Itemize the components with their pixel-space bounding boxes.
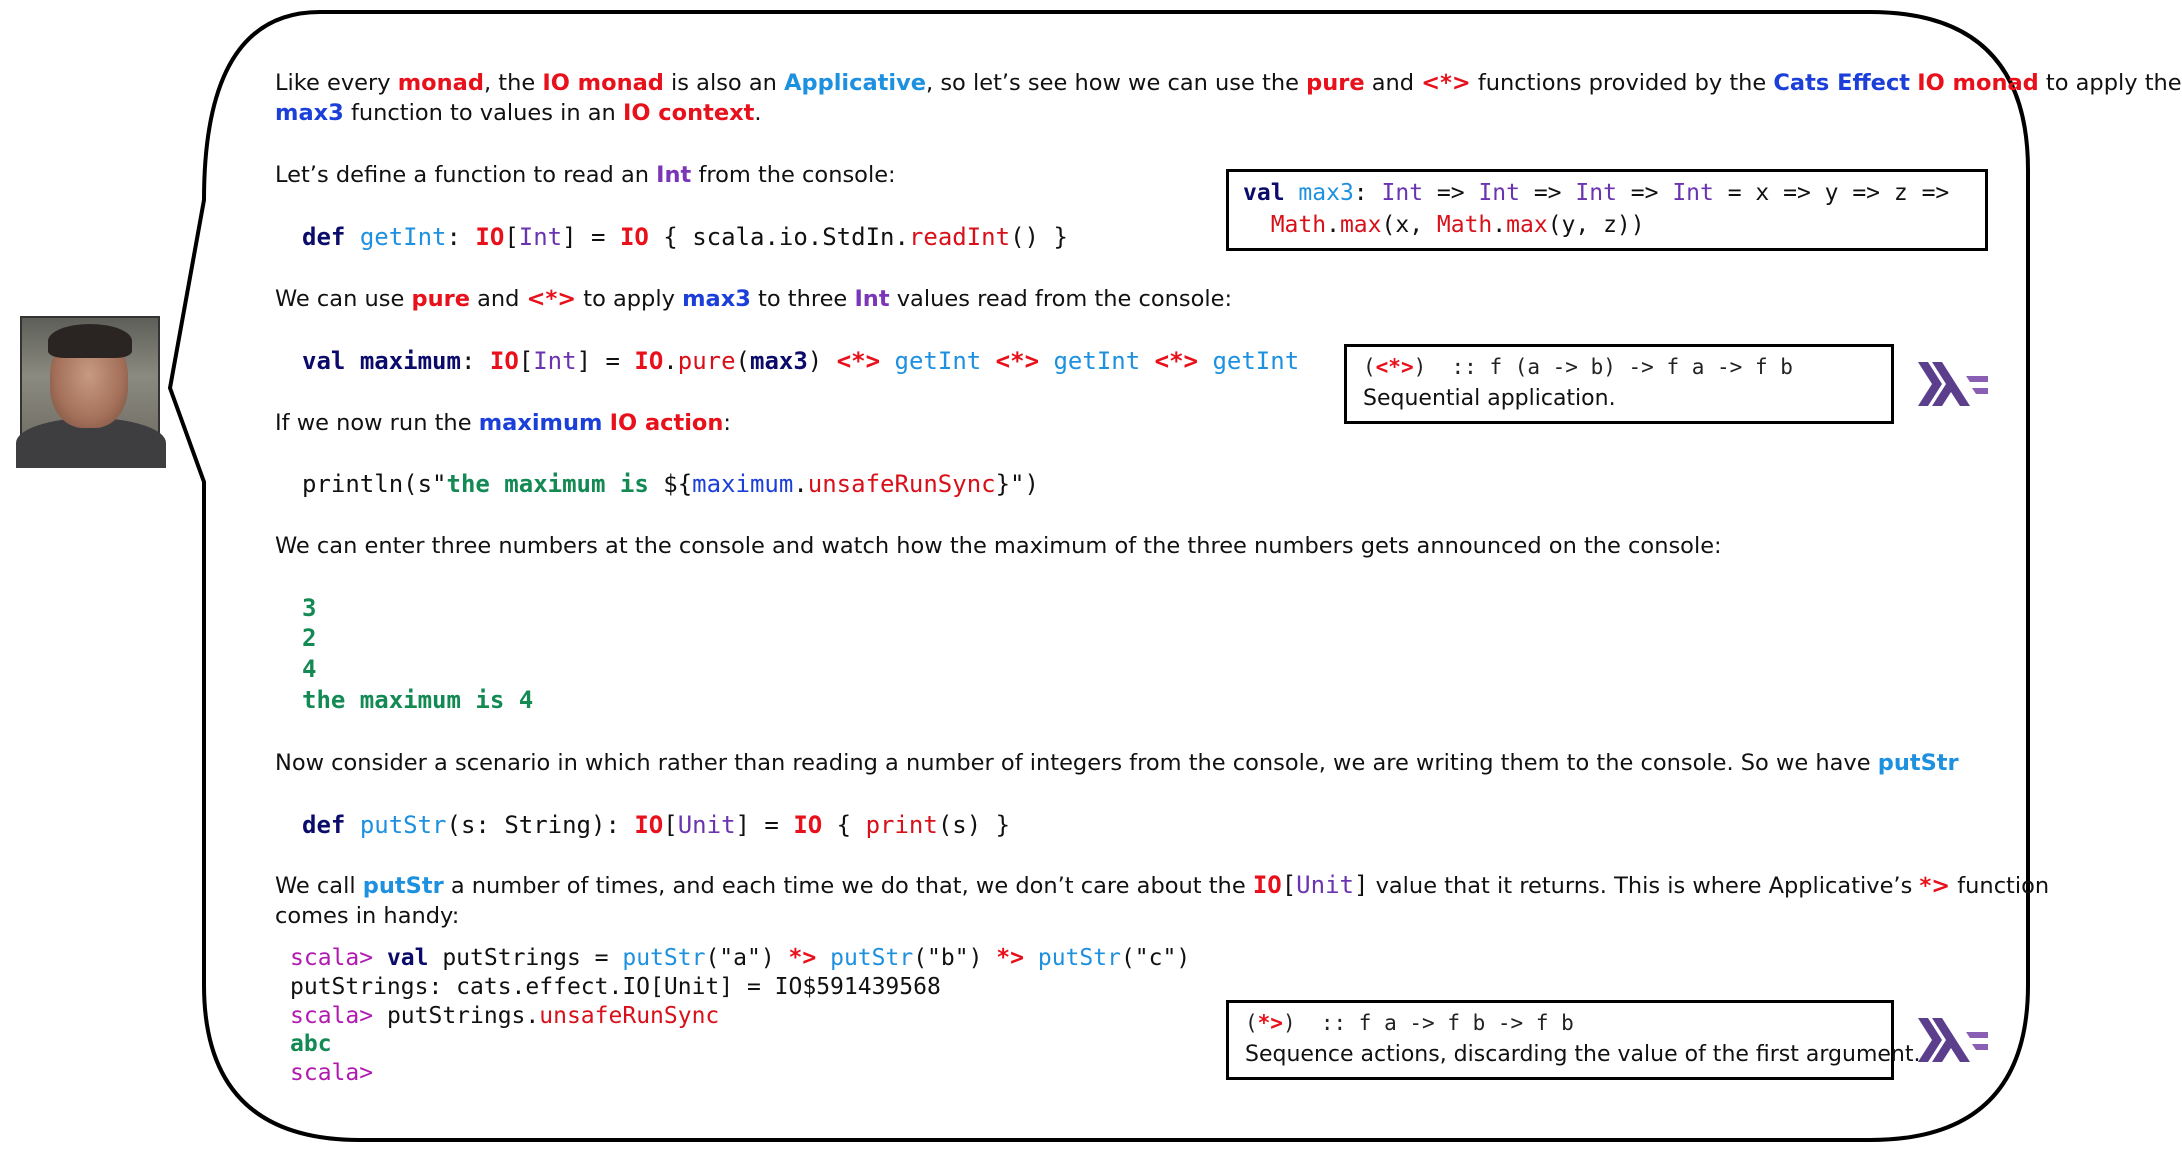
code-token: Int: [1575, 180, 1617, 206]
putstr-code: [302, 810, 1010, 840]
code-token: = x => y => z =>: [1713, 180, 1950, 206]
code-token: IO: [634, 811, 664, 839]
text-segment: We call: [275, 873, 363, 899]
maximum-code: [302, 346, 1299, 376]
code-token: unsafeRunSync: [807, 470, 996, 498]
intro-line-2: [275, 98, 762, 128]
code-token: ) :: f (a -> b) -> f a -> f b: [1413, 355, 1793, 379]
code-token: (: [1363, 355, 1376, 379]
code-token: val: [302, 347, 346, 375]
code-token: =>: [1519, 180, 1576, 206]
pure-ap-intro: [275, 284, 1232, 314]
code-token: Int: [1672, 180, 1714, 206]
ap-description: Sequential application.: [1363, 386, 1616, 411]
code-token: [: [663, 811, 678, 839]
kw-maximum: maximum: [478, 410, 603, 436]
text-segment: :: [723, 410, 731, 436]
code-token: [1285, 180, 1299, 206]
text-segment: function to values in an: [343, 100, 623, 126]
getint-code: [302, 222, 1068, 252]
code-token: {: [822, 811, 866, 839]
code-token: <*>: [836, 347, 881, 375]
text-segment: We can enter three numbers at the console and watch how the maximum of the three numbers gets announced on the console:: [275, 533, 1722, 559]
code-token: [345, 347, 359, 375]
code-token: { scala.io.StdIn.: [648, 223, 909, 251]
code-token: maximum: [359, 347, 461, 375]
seq-signature: [1245, 1009, 1574, 1037]
console-output-line: 3: [302, 594, 317, 622]
text-segment: [602, 410, 609, 436]
code-token: max3: [750, 347, 808, 375]
code-token: val: [386, 945, 429, 971]
console-output-line: the maximum is 4: [302, 686, 534, 714]
kw-max3: max3: [275, 100, 344, 126]
getint-intro: [275, 160, 896, 190]
max3-code-line-2: [1243, 210, 1645, 240]
code-token: getInt: [359, 223, 447, 251]
code-token: ) :: f a -> f b -> f b: [1282, 1011, 1574, 1035]
text-segment: to apply the: [2038, 70, 2182, 96]
code-token: *>: [1257, 1011, 1283, 1035]
repl-line-2: putStrings: cats.effect.IO[Unit] = IO$591439568: [290, 974, 941, 1000]
code-token: =>: [1616, 180, 1673, 206]
code-token: putStr: [622, 945, 706, 971]
run-intro: [275, 408, 731, 438]
code-token: IO: [634, 347, 664, 375]
code-token: :: [460, 347, 490, 375]
code-token: val: [1243, 180, 1285, 206]
text-segment: and: [1364, 70, 1422, 96]
text-segment: and: [469, 286, 527, 312]
code-token: ] =: [576, 347, 635, 375]
code-token: println(s": [302, 470, 447, 498]
code-token: .: [663, 347, 678, 375]
code-token: Unit: [677, 811, 736, 839]
kw-io-monad: IO monad: [542, 70, 664, 96]
code-token: }"): [995, 470, 1039, 498]
code-token: ${: [648, 470, 693, 498]
code-token: (: [735, 347, 750, 375]
kw-ap-operator: <*>: [526, 286, 577, 312]
text-segment: values read from the console:: [889, 286, 1233, 312]
applicative-intro-line-2: [275, 901, 459, 931]
text-segment: , the: [483, 70, 543, 96]
text-segment: Now consider a scenario in which rather than reading a number of integers from the console, we are writing them to the console. So we have: [275, 750, 1878, 776]
code-token: (s: String):: [446, 811, 635, 839]
code-token: .: [1326, 212, 1340, 238]
code-token: def: [302, 811, 346, 839]
text-segment: is also an: [663, 70, 785, 96]
kw-monad: monad: [397, 70, 484, 96]
code-token: IO: [475, 223, 505, 251]
text-segment: Like every: [275, 70, 398, 96]
code-token: ("c"): [1120, 945, 1191, 971]
code-token: pure: [677, 347, 736, 375]
code-token: ] =: [562, 223, 620, 251]
code-token: [1024, 945, 1038, 971]
text-segment: Let’s define a function to read an: [275, 162, 657, 188]
code-token: .: [1492, 212, 1507, 238]
repl-prompt: scala>: [290, 1060, 374, 1086]
code-token: [1039, 347, 1053, 375]
console-output-line: 4: [302, 655, 317, 683]
code-token: maximum: [692, 470, 794, 498]
code-token: def: [302, 223, 346, 251]
code-token: [816, 945, 830, 971]
println-code: [302, 469, 1039, 499]
code-token: Unit: [1296, 871, 1354, 899]
code-token: (: [1245, 1011, 1258, 1035]
code-token: (y, z)): [1547, 212, 1645, 238]
code-token: getInt: [1212, 347, 1300, 375]
text-segment: function: [1950, 873, 2050, 899]
code-token: readInt: [908, 223, 1011, 251]
code-token: [1198, 347, 1212, 375]
repl-line-1: [290, 944, 1190, 973]
code-token: putStr: [359, 811, 447, 839]
intro-line-1: [275, 68, 2182, 98]
code-token: [345, 223, 359, 251]
code-token: .: [793, 470, 808, 498]
putstr-intro: [275, 748, 1959, 778]
code-token: [: [1281, 871, 1297, 899]
code-token: putStrings =: [428, 945, 623, 971]
code-token: IO: [793, 811, 823, 839]
kw-io-monad: IO monad: [1917, 70, 2039, 96]
code-token: :: [446, 223, 476, 251]
code-token: =>: [1423, 180, 1479, 206]
code-token: [: [518, 347, 534, 375]
max3-definition-box: [1226, 169, 1988, 251]
code-token: (x,: [1381, 212, 1437, 238]
text-segment: .: [754, 100, 762, 126]
console-intro: [275, 531, 1722, 561]
kw-pure: pure: [411, 286, 470, 312]
code-token: putStr: [830, 945, 914, 971]
kw-putstr: putStr: [362, 873, 444, 899]
text-segment: to apply: [576, 286, 683, 312]
code-token: <*>: [1375, 355, 1414, 379]
text-segment: a number of times, and each time we do that, we don’t care about the: [443, 873, 1253, 899]
code-token: Int: [1478, 180, 1520, 206]
code-token: getInt: [1053, 347, 1141, 375]
repl-line-3: [290, 1002, 719, 1031]
code-token: () }: [1010, 223, 1068, 251]
kw-max3: max3: [682, 286, 751, 312]
code-token: Int: [518, 223, 563, 251]
code-token: [880, 347, 894, 375]
code-token: print: [865, 811, 938, 839]
code-token: ] =: [735, 811, 794, 839]
ap-signature-box: [1344, 344, 1894, 424]
code-token: ("b"): [913, 945, 997, 971]
text-segment: to three: [750, 286, 855, 312]
text-segment: from the console:: [691, 162, 896, 188]
kw-putstr: putStr: [1877, 750, 1959, 776]
applicative-intro-line-1: [275, 870, 2049, 901]
seq-description: Sequence actions, discarding the value of the first argument.: [1245, 1042, 1921, 1067]
max3-code-line-1: [1243, 178, 1949, 208]
code-token: Math: [1436, 212, 1493, 238]
code-token: *>: [996, 945, 1024, 971]
repl-prompt: scala>: [290, 945, 387, 971]
text-segment: value that it returns. This is where Applicative’s: [1368, 873, 1920, 899]
code-token: putStr: [1037, 945, 1121, 971]
code-token: putStrings.: [386, 1003, 540, 1029]
repl-output: abc: [290, 1031, 332, 1057]
haskell-logo-icon: [1918, 362, 1988, 406]
code-token: [1243, 212, 1271, 238]
photo-hair: [48, 324, 132, 358]
code-token: [: [504, 223, 519, 251]
seq-signature-box: [1226, 1000, 1921, 1080]
code-token: <*>: [995, 347, 1040, 375]
code-token: Int: [1381, 180, 1424, 206]
code-token: Math: [1270, 212, 1327, 238]
kw-cats-effect: Cats Effect: [1773, 70, 1911, 96]
kw-applicative: Applicative: [784, 70, 927, 96]
text-segment: comes in handy:: [275, 903, 460, 929]
haskell-logo-icon: [1918, 1018, 1988, 1062]
code-token: the maximum is: [446, 470, 649, 498]
code-token: ): [807, 347, 837, 375]
text-segment: If we now run the: [275, 410, 479, 436]
code-token: [1140, 347, 1154, 375]
kw-seq-operator: *>: [1919, 873, 1951, 899]
code-token: unsafeRunSync: [539, 1003, 720, 1029]
code-token: [981, 347, 995, 375]
code-token: max3: [1298, 180, 1354, 206]
code-token: getInt: [894, 347, 982, 375]
code-token: max: [1506, 212, 1548, 238]
kw-io-context: IO context: [622, 100, 755, 126]
code-token: [345, 811, 359, 839]
text-segment: We can use: [275, 286, 412, 312]
code-token: IO: [489, 347, 519, 375]
kw-io-action: IO action: [609, 410, 724, 436]
code-token: IO: [1252, 871, 1282, 899]
kw-int: Int: [656, 162, 692, 188]
text-segment: , so let’s see how we can use the: [926, 70, 1307, 96]
repl-prompt: scala>: [290, 1003, 387, 1029]
code-token: *>: [788, 945, 817, 971]
text-segment: functions provided by the: [1470, 70, 1774, 96]
kw-int: Int: [854, 286, 890, 312]
speaker-photo: [20, 316, 160, 450]
code-token: ("a"): [705, 945, 789, 971]
kw-pure: pure: [1306, 70, 1365, 96]
code-token: ]: [1353, 871, 1369, 899]
ap-signature: [1363, 353, 1793, 381]
code-token: <*>: [1154, 347, 1198, 375]
code-token: :: [1353, 180, 1382, 206]
kw-ap-operator: <*>: [1421, 70, 1471, 96]
code-token: (s) }: [937, 811, 1011, 839]
console-output-line: 2: [302, 624, 317, 652]
code-token: Int: [533, 347, 577, 375]
code-token: max: [1339, 212, 1382, 238]
code-token: IO: [619, 223, 649, 251]
